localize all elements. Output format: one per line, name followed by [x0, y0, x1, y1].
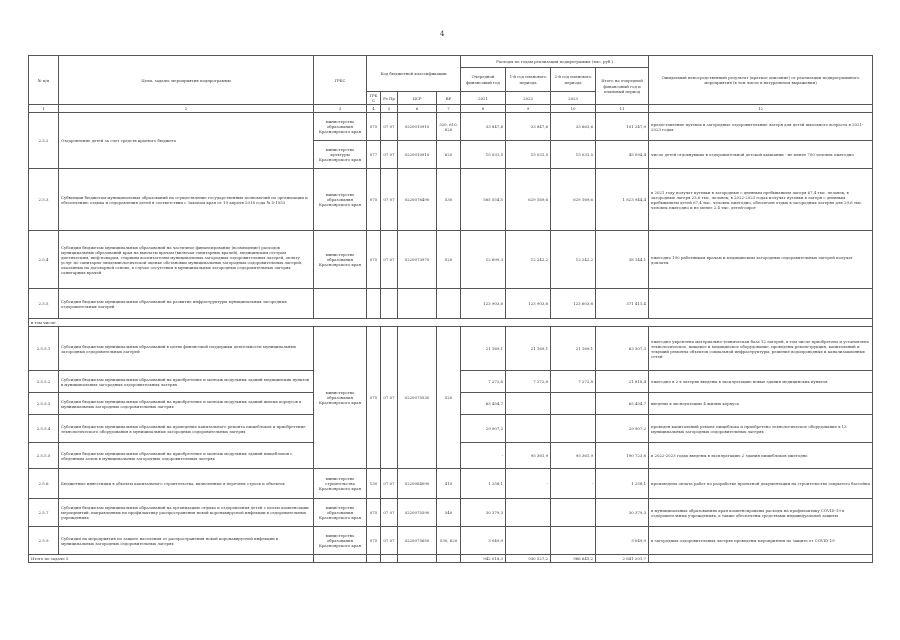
row-value-second — [551, 393, 596, 415]
row-goal: Оздоровление детей за счет средств краевого бюджета — [59, 113, 314, 169]
header-k-grbs: ГРБС — [367, 92, 381, 105]
row-result: ежегодно укреплена материально-техническая база 12 лагерей, в том числе приобретено и установлено технологическое, пищевое и медицинское оборудование, проведены реконструкция, капитальный и текущий ремонты объектов социальной инфраструктуры, решение водопроводных и канализационных сетей — [649, 327, 873, 371]
row-value-first — [506, 393, 551, 415]
row-subheading: в том числе: — [29, 319, 873, 327]
table-row — [29, 289, 873, 319]
header-year-total: Итого на очередной финансовый год и плановый период — [596, 68, 649, 105]
table-row — [29, 499, 873, 527]
row-value-second — [551, 415, 596, 443]
header-k-rzpr: Рз Пр — [381, 92, 398, 105]
row-value-first: 7 272,8 — [506, 371, 551, 393]
total-value-total: 2 841 201,7 — [596, 555, 649, 563]
row-goal: Субсидии бюджетам муниципальных образований на приобретение и монтаж модульных зданий пищеблоков с обеденным залом в муниципальных загородных оздоровительных лагерях — [59, 443, 314, 469]
row-result — [649, 289, 873, 319]
row-goal: Субсидии бюджетам муниципальных образований на приобретение и монтаж модульных зданий жилых корпусов в муниципальных загородных оздоровительных лагерях — [59, 393, 314, 415]
index-cell: 9 — [506, 105, 551, 113]
row-num: 2.5.5 — [29, 289, 59, 319]
row-num: 2.5.5.5 — [29, 443, 59, 469]
row-value-first: 95 361,9 — [506, 443, 551, 469]
header-goal: Цели, задачи, мероприятия подпрограммы — [59, 56, 314, 105]
row-value-current: 65 454,7 — [461, 393, 506, 415]
header-value-second: 2023 — [551, 92, 596, 105]
table-row — [29, 319, 873, 327]
row-value-second: 7 272,8 — [551, 371, 596, 393]
row-num: 2.5.5.1 — [29, 327, 59, 371]
header-year-first: 1-й год планового периода — [506, 68, 551, 92]
row-kbk-vr: 320, 610, 620 — [437, 113, 461, 141]
index-cell: 3 — [314, 105, 367, 113]
row-num: 2.5.5.2 — [29, 371, 59, 393]
row-goal: Субсидии бюджетам муниципальных образований на приобретение и монтаж модульных зданий медицинских пунктов в муниципальных загородных оздоровительных лагерях — [59, 371, 314, 393]
total-empty-cell — [381, 555, 398, 563]
index-cell: 2 — [59, 105, 314, 113]
row-value-second: 95 361,9 — [551, 443, 596, 469]
column-index-row — [29, 105, 873, 113]
row-kbk-csr: 0220010910 — [398, 141, 437, 169]
row-value-second: 12 242,2 — [551, 231, 596, 289]
header-k-vr: ВР — [437, 92, 461, 105]
row-kbk-vr: 530 — [437, 169, 461, 231]
row-value-current: 123 903,8 — [461, 289, 506, 319]
row-value-current: 33 847,6 — [461, 113, 506, 141]
total-value-current: 942 018,3 — [461, 555, 506, 563]
row-kbk-grbs: 075 — [367, 527, 381, 555]
row-kbk-grbs: 075 — [367, 327, 381, 469]
row-value-current: 29 907,2 — [461, 415, 506, 443]
row-kbk-vr: 520 — [437, 231, 461, 289]
row-kbk-rzpr: 07 07 — [381, 327, 398, 469]
row-value-second: 21 169,1 — [551, 327, 596, 371]
row-kbk-vr: 530, 620 — [437, 527, 461, 555]
row-result: в муниципальных образованиях края компенсированы расходы на профилактику COVID-19 в оздоровительных учреждениях, а также обеспечены средствами индивидуальной защиты — [649, 499, 873, 527]
index-cell: 5 — [381, 105, 398, 113]
row-kbk-csr: 0220073970 — [398, 231, 437, 289]
row-value-current: 21 169,1 — [461, 327, 506, 371]
row-kbk-csr — [398, 289, 437, 319]
row-goal: Бюджетные инвестиции в объекты капитального строительства, включенные в перечень строек и объектов — [59, 469, 314, 499]
row-value-first — [506, 527, 551, 555]
row-grbs: министерство образования Красноярского края — [314, 169, 367, 231]
index-cell: 12 — [649, 105, 873, 113]
table-row — [29, 527, 873, 555]
row-value-total: 3 049,9 — [596, 527, 649, 555]
row-result: в 2022-2023 годах введены в эксплуатацию 2 здания пищеблоков ежегодно — [649, 443, 873, 469]
row-kbk-csr: 0220075650 — [398, 527, 437, 555]
table-row — [29, 169, 873, 231]
row-kbk-grbs: 075 — [367, 231, 381, 289]
row-value-first — [506, 499, 551, 527]
row-value-first: - — [506, 469, 551, 499]
table-body — [29, 113, 873, 563]
row-value-total: 1 258,1 — [596, 469, 649, 499]
row-kbk-grbs: 075 — [367, 169, 381, 231]
row-goal: Субсидии бюджетам муниципальных образований в целях финансовой поддержки деятельности муниципальных загородных оздоровительных лагерей — [59, 327, 314, 371]
total-empty-cell — [649, 555, 873, 563]
row-value-current: 3 049,9 — [461, 527, 506, 555]
row-result: произведена оплата работ по разработке проектной документации на строительство открытого бассейна — [649, 469, 873, 499]
header-expenses: Расходы по годам реализации подпрограммы (тыс. руб.) — [461, 56, 649, 68]
row-value-total: 101 247,9 — [596, 113, 649, 141]
row-grbs: министерство культуры Красноярского края — [314, 141, 367, 169]
row-kbk-rzpr: 07 07 — [381, 469, 398, 499]
total-value-first: 930 527,2 — [506, 555, 551, 563]
row-goal: Субсидии бюджетам муниципальных образований на проведение капитального ремонта пищеблоков и приобретение технологического оборудования в муниципальных загородных оздоровительных лагерях — [59, 415, 314, 443]
row-value-total: 371 411,4 — [596, 289, 649, 319]
row-value-second — [551, 499, 596, 527]
row-kbk-csr: 0220075530 — [398, 327, 437, 469]
total-value-second: 966 645,2 — [551, 555, 596, 563]
row-kbk-grbs: 077 — [367, 141, 381, 169]
row-value-first: 21 169,1 — [506, 327, 551, 371]
row-grbs: министерство строительства Красноярского края — [314, 469, 367, 499]
row-value-second — [551, 527, 596, 555]
row-value-first: 629 169,6 — [506, 169, 551, 231]
row-value-first: 33 847,6 — [506, 113, 551, 141]
row-num: 2.5.7 — [29, 499, 59, 527]
row-grbs — [314, 289, 367, 319]
row-kbk-csr: 0220076490 — [398, 169, 437, 231]
row-num: 2.5.2 — [29, 113, 59, 169]
row-result: число детей отдохнувших в оздоровительной детской кампании - не менее 700 человек ежегодно — [649, 141, 873, 169]
total-empty-cell — [437, 555, 461, 563]
row-value-current: 7 272,8 — [461, 371, 506, 393]
row-kbk-rzpr: 07 07 — [381, 113, 398, 141]
row-kbk-grbs: 075 — [367, 499, 381, 527]
row-value-second: 123 603,8 — [551, 289, 596, 319]
row-value-total: 65 454,7 — [596, 393, 649, 415]
row-value-current: 565 554,5 — [461, 169, 506, 231]
row-value-total: 38 144,1 — [596, 231, 649, 289]
row-value-total: 30 379,3 — [596, 499, 649, 527]
row-num: 2.5.3 — [29, 169, 59, 231]
index-cell: 6 — [398, 105, 437, 113]
total-row — [29, 555, 873, 563]
page-number: 4 — [440, 30, 445, 38]
row-kbk-csr: 0220084090 — [398, 469, 437, 499]
row-value-total: 190 723,8 — [596, 443, 649, 469]
row-result: в 2021 году получат путевки в загородные с дневным пребыванием лагеря 67,4 тыс. человек, в загородные лагеря 23,6 тыс. человек; в 2022-2023 годах получат путевки в лагеря с дневным пребыванием детей 67,4 тыс. человек ежегодно, обеспечен отдых в загородных лагерях для 29,6 тыс. человек ежегодно и не менее 2,4 тыс. детей-сирот — [649, 169, 873, 231]
row-kbk-rzpr — [381, 289, 398, 319]
row-goal: Субсидии бюджетам муниципальных образований на организацию отдыха и оздоровления детей с целью компенсации мероприятий, направленных на профилактику распространения новой коронавирусной инфекции в оздоровительных учреждениях — [59, 499, 314, 527]
header-num: № п/п — [29, 56, 59, 105]
row-kbk-rzpr: 07 07 — [381, 169, 398, 231]
total-empty-cell — [398, 555, 437, 563]
row-kbk-csr: 0220010910 — [398, 113, 437, 141]
row-value-total: 21 818,4 — [596, 371, 649, 393]
table-row — [29, 113, 873, 141]
header-kbk: Код бюджетной классификации — [367, 56, 461, 92]
table-row — [29, 469, 873, 499]
row-goal: Субсидии на мероприятия по защите населения от распространения новой коронавирусной инфекции в муниципальных загородных оздоровительных лагерях — [59, 527, 314, 555]
row-num: 2.5.5.3 — [29, 393, 59, 415]
row-value-current: 12 699,3 — [461, 231, 506, 289]
row-grbs: министерство образования Красноярского края — [314, 231, 367, 289]
row-value-second: 15 031,5 — [551, 141, 596, 169]
row-value-total: 63 507,3 — [596, 327, 649, 371]
row-value-total: 45 094,4 — [596, 141, 649, 169]
row-num: 2.5.9 — [29, 527, 59, 555]
row-grbs: министерство образования Красноярского края — [314, 527, 367, 555]
row-goal: Субвенции бюджетам муниципальных образований на осуществление государственных полномочий по организации и обеспечению отдыха и оздоровления детей в соответствии с Законом края от 19 апреля 2018 года № 5-1553 — [59, 169, 314, 231]
row-kbk-csr: 0220075590 — [398, 499, 437, 527]
row-result: введены в эксплуатацию 4 жилых корпуса — [649, 393, 873, 415]
row-num: 2.5.4 — [29, 231, 59, 289]
row-value-current: 30 379,3 — [461, 499, 506, 527]
row-value-current: - — [461, 443, 506, 469]
row-value-first: 123 903,8 — [506, 289, 551, 319]
index-cell: 10 — [551, 105, 596, 113]
row-kbk-rzpr: 07 07 — [381, 231, 398, 289]
row-goal: Субсидии бюджетам муниципальных образований на развитие инфраструктуры муниципальных загородных оздоровительных лагерей — [59, 289, 314, 319]
header-result: Ожидаемый непосредственный результат (краткое описание) от реализации подпрограммного мероприятия (в том числе в натуральном выражении) — [649, 56, 873, 105]
index-cell: 1 — [29, 105, 59, 113]
index-cell: 11 — [596, 105, 649, 113]
row-kbk-vr: 520 — [437, 327, 461, 469]
row-value-second: 629 169,6 — [551, 169, 596, 231]
row-value-first — [506, 415, 551, 443]
program-table — [28, 55, 873, 563]
row-value-current: 1 258,1 — [461, 469, 506, 499]
row-value-total: 1 823 944,4 — [596, 169, 649, 231]
row-grbs: министерство образования Красноярского края — [314, 499, 367, 527]
table-header — [29, 56, 873, 113]
row-kbk-vr: 410 — [437, 469, 461, 499]
row-grbs: министерство образования Красноярского края — [314, 327, 367, 469]
row-num: 2.5.6 — [29, 469, 59, 499]
row-kbk-vr: 620 — [437, 141, 461, 169]
row-result: ежегодно 190 работникам врачам и медицинским загородных оздоровительных лагерей получат доплаты — [649, 231, 873, 289]
index-cell: 4 — [367, 105, 381, 113]
total-empty-cell — [314, 555, 367, 563]
row-result: в загородных оздоровительных лагерях проведены мероприятия по защите от COVID-19 — [649, 527, 873, 555]
table-row — [29, 327, 873, 371]
total-empty-cell — [367, 555, 381, 563]
row-value-current: 15 031,5 — [461, 141, 506, 169]
row-value-first: 15 031,5 — [506, 141, 551, 169]
row-num: 2.5.5.4 — [29, 415, 59, 443]
row-value-total: 29 907,2 — [596, 415, 649, 443]
row-grbs: министерство образования Красноярского края — [314, 113, 367, 141]
row-kbk-rzpr: 07 07 — [381, 527, 398, 555]
row-kbk-grbs: 130 — [367, 469, 381, 499]
header-grbs: ГРБС — [314, 56, 367, 105]
row-kbk-rzpr: 07 07 — [381, 499, 398, 527]
index-cell: 8 — [461, 105, 506, 113]
index-cell: 7 — [437, 105, 461, 113]
row-goal: Субсидии бюджетам муниципальных образований на частичное финансирование (возмещение) расходов муниципальных образований края на выплаты врачам (включая санитарных врачей), медицинским сестрам диетическим, шеф-поварам, старшим воспитателям муниципальных загородных оздоровительных лагерей, оплату услуг по санитарно-эпидемиологической оценке обстановки муниципальных загородных оздоровительных лагерей, оказанных на договорной основе, в случае отсутствия в муниципальных загородных оздоровительных лагерях санитарных врачей — [59, 231, 314, 289]
row-kbk-vr: 540 — [437, 499, 461, 527]
row-result: предоставление путевок в загородные оздоровительные лагеря для детей школьного возраста в 2021-2023 годах — [649, 113, 873, 141]
row-result: проведен капитальный ремонт пищеблока и приобретено технологическое оборудование в 13 муниципальных загородных оздоровительных лагерях — [649, 415, 873, 443]
header-k-csr: ЦСР — [398, 92, 437, 105]
header-year-current: Очередной финансовый год — [461, 68, 506, 92]
row-result: ежегодно в 2-х лагерях введены в эксплуатацию новые здания медицинских пунктов — [649, 371, 873, 393]
row-kbk-rzpr: 07 07 — [381, 141, 398, 169]
header-value-first: 2022 — [506, 92, 551, 105]
row-kbk-vr — [437, 289, 461, 319]
row-value-second: - — [551, 469, 596, 499]
total-label: Итого по задаче 5 — [29, 555, 314, 563]
row-value-second: 33 663,6 — [551, 113, 596, 141]
row-kbk-grbs — [367, 289, 381, 319]
header-value-current: 2021 — [461, 92, 506, 105]
row-value-first: 12 242,2 — [506, 231, 551, 289]
row-kbk-grbs: 075 — [367, 113, 381, 141]
table-row — [29, 231, 873, 289]
header-year-second: 2-й год планового периода — [551, 68, 596, 92]
